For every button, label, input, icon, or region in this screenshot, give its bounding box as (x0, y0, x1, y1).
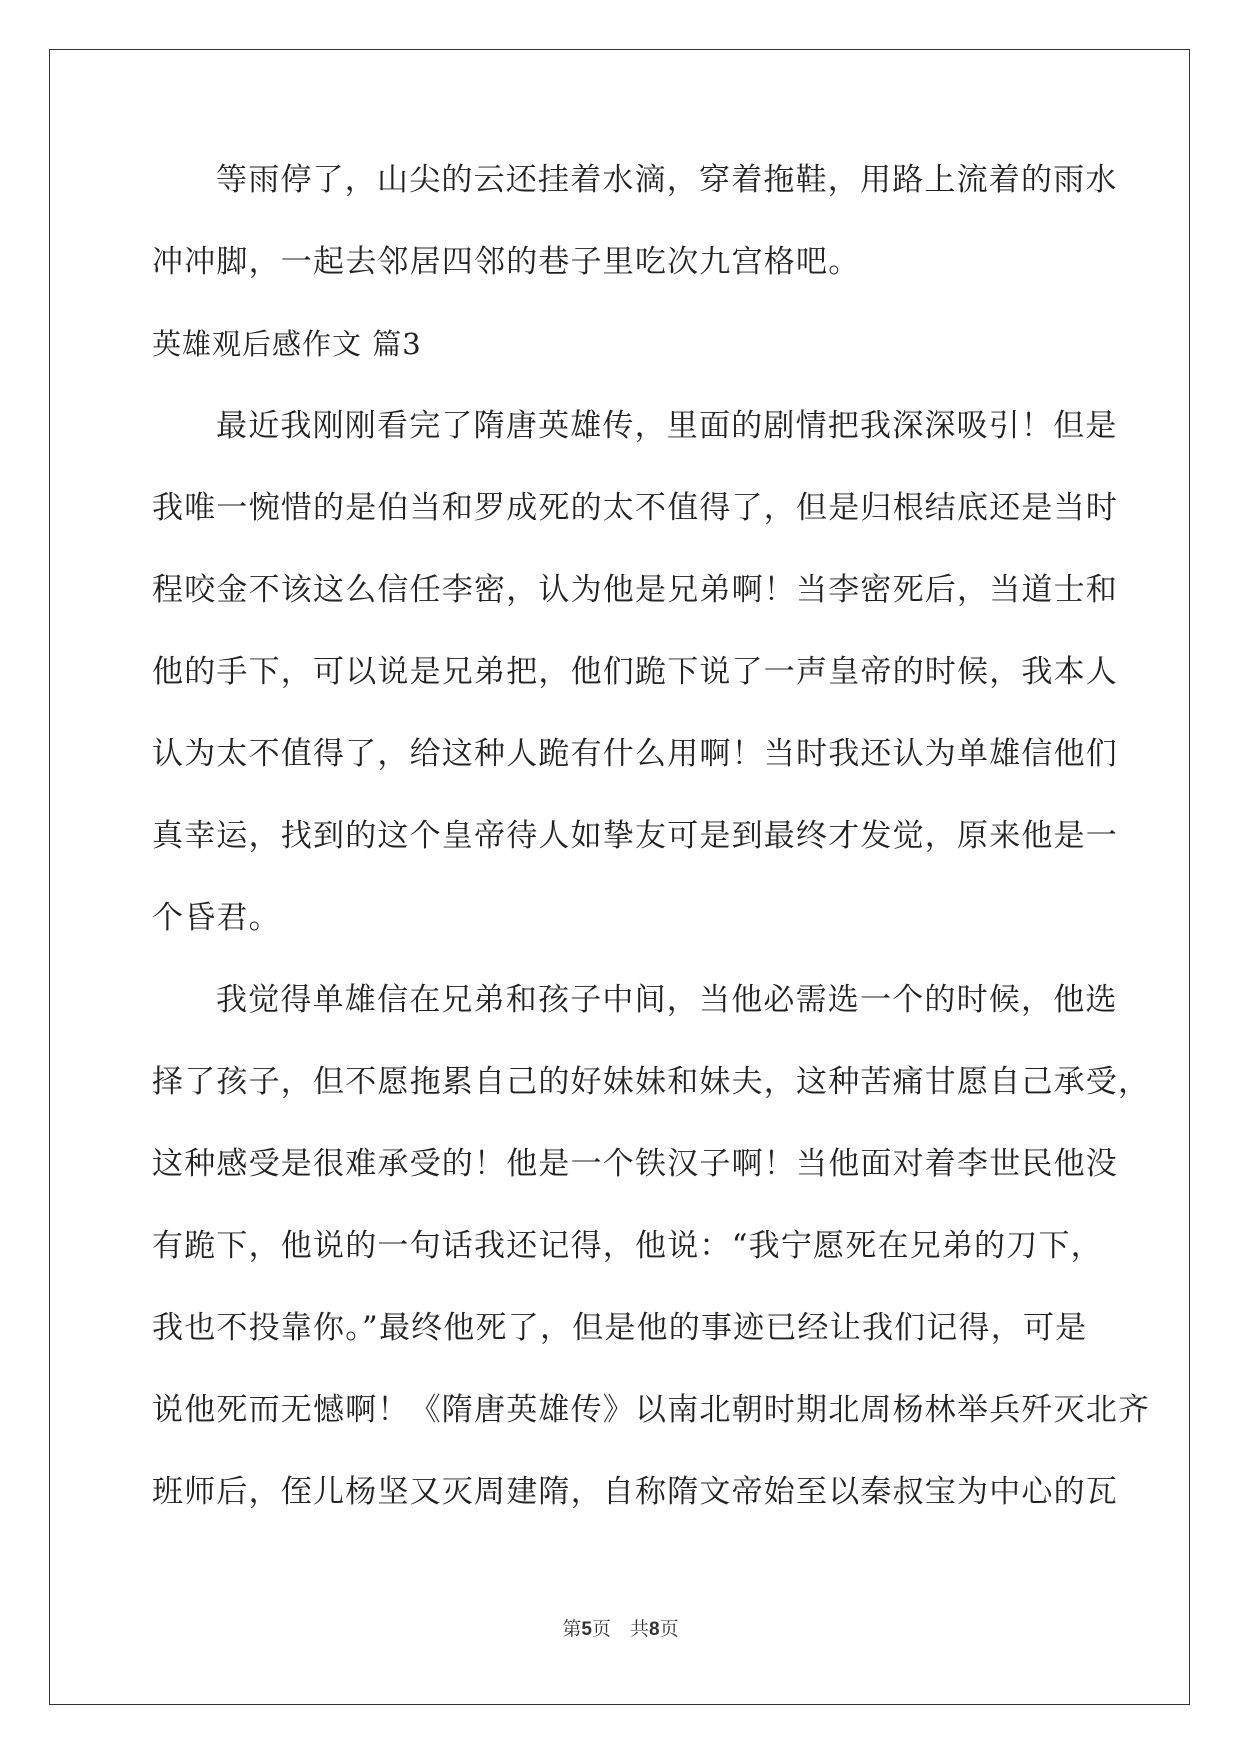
text-line: 程咬金不该这么信任李密，认为他是兄弟啊！当李密死后，当道士和 (152, 572, 1118, 608)
current-page-number: 5 (581, 1619, 592, 1640)
text-line: 有跪下，他说的一句话我还记得，他说：“我宁愿死在兄弟的刀下， (152, 1228, 1103, 1264)
text-line: 说他死而无憾啊！《隋唐英雄传》以南北朝时期北周杨林举兵歼灭北齐 (152, 1392, 1151, 1428)
footer-prefix: 第 (562, 1618, 582, 1640)
text-line: 班师后，侄儿杨坚又灭周建隋，自称隋文帝始至以秦叔宝为中心的瓦 (152, 1474, 1118, 1510)
section-heading: 英雄观后感作文 篇3 (152, 327, 422, 361)
footer-suffix: 页 (659, 1618, 679, 1640)
text-line: 最近我刚刚看完了隋唐英雄传，里面的剧情把我深深吸引！但是 (216, 408, 1118, 444)
text-line: 等雨停了，山尖的云还挂着水滴，穿着拖鞋，用路上流着的雨水 (216, 162, 1118, 198)
text-line: 我也不投靠你。”最终他死了，但是他的事迹已经让我们记得，可是 (152, 1310, 1088, 1346)
text-line: 真幸运，找到的这个皇帝待人如挚友可是到最终才发觉，原来他是一 (152, 818, 1118, 854)
text-line: 个昏君。 (152, 900, 281, 936)
text-line: 冲冲脚，一起去邻居四邻的巷子里吃次九宫格吧。 (152, 244, 861, 280)
text-line: 他的手下，可以说是兄弟把，他们跪下说了一声皇帝的时候，我本人 (152, 654, 1118, 690)
text-line: 我觉得单雄信在兄弟和孩子中间，当他必需选一个的时候，他选 (216, 982, 1118, 1018)
total-pages-number: 8 (649, 1619, 660, 1640)
text-line: 我唯一惋惜的是伯当和罗成死的太不值得了，但是归根结底还是当时 (152, 490, 1118, 526)
text-line: 这种感受是很难承受的！他是一个铁汉子啊！当他面对着李世民他没 (152, 1146, 1118, 1182)
text-line: 认为太不值得了，给这种人跪有什么用啊！当时我还认为单雄信他们 (152, 736, 1118, 772)
page-footer (0, 1614, 1241, 1641)
text-line: 择了孩子，但不愿拖累自己的好妹妹和妹夫，这种苦痛甘愿自己承受， (152, 1064, 1151, 1100)
footer-middle: 页 共 (591, 1618, 649, 1640)
document-body (152, 160, 1151, 1554)
